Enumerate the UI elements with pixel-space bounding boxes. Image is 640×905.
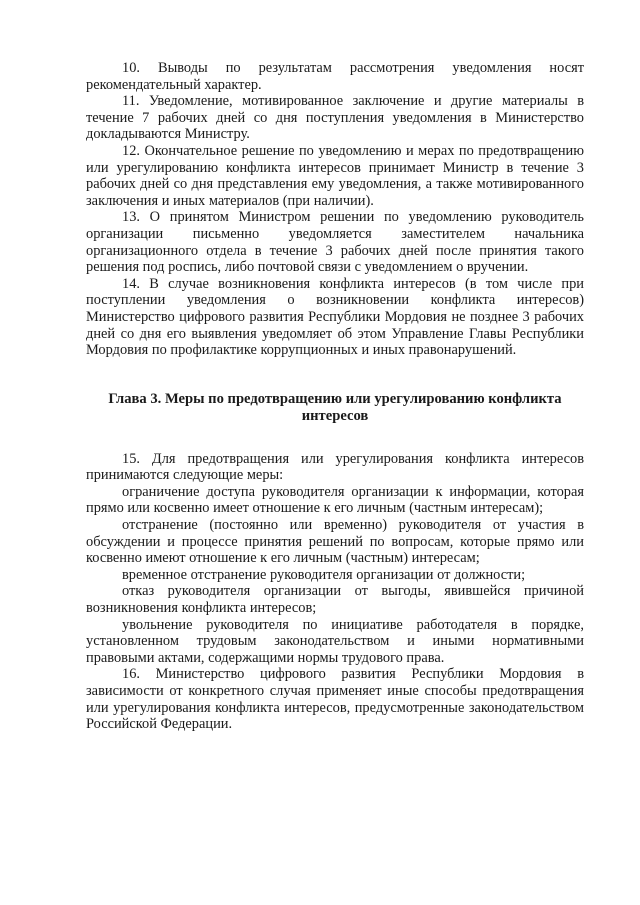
measure-item: увольнение руководителя по инициативе работодателя в порядке, установленном трудовым законодательством и иными нормативными правовыми актами, содержащими нормы трудового права. bbox=[86, 616, 584, 666]
section-top bbox=[86, 60, 584, 359]
chapter-heading: Глава 3. Меры по предотвращению или урегулированию конфликта интересов bbox=[108, 390, 562, 424]
paragraph-15: 15. Для предотвращения или урегулирования конфликта интересов принимаются следующие меры: bbox=[86, 450, 584, 484]
paragraph-14: 14. В случае возникновения конфликта интересов (в том числе при поступлении уведомления о возникновении конфликта интересов) Министерство цифрового развития Республики Мордовия не позднее 3 рабочих дней со дня его выявления уведомляет об этом Управление Главы Республики Мордовия по профилактике коррупционных и иных правонарушений. bbox=[86, 275, 584, 359]
paragraph-12: 12. Окончательное решение по уведомлению и мерах по предотвращению или урегулированию конфликта интересов принимает Министр в течение 3 рабочих дней со дня представления ему уведомления, а также мотивированного заключения и иных материалов (при наличии). bbox=[86, 142, 584, 209]
spacer bbox=[86, 359, 584, 391]
measure-item: ограничение доступа руководителя организации к информации, которая прямо или косвенно имеет отношение к его личным (частным интересам); bbox=[86, 483, 584, 517]
paragraph-11: 11. Уведомление, мотивированное заключение и другие материалы в течение 7 рабочих дней со дня поступления уведомления в Министерство докладываются Министру. bbox=[86, 93, 584, 143]
section-bottom bbox=[86, 451, 584, 733]
measure-item: временное отстранение руководителя организации от должности; bbox=[122, 566, 526, 583]
paragraph-13: 13. О принятом Министром решении по уведомлению руководитель организации письменно уведомляется заместителем начальника организационного отдела в течение 3 рабочих дней после принятия такого решения под роспись, либо почтовой связи с уведомлением о вручении. bbox=[86, 209, 584, 276]
paragraph-10: 10. Выводы по результатам рассмотрения уведомления носят рекомендательный характер. bbox=[86, 60, 584, 93]
measure-item: отказ руководителя организации от выгоды, явившейся причиной возникновения конфликта интересов; bbox=[86, 583, 584, 617]
spacer bbox=[86, 425, 584, 451]
paragraph-16: 16. Министерство цифрового развития Республики Мордовия в зависимости от конкретного случая применяет иные способы предотвращения или урегулирования конфликта интересов, предусмотренные законодательством Российской Федерации. bbox=[86, 666, 584, 733]
measure-item: отстранение (постоянно или временно) руководителя от участия в обсуждении и процессе принятия решений по вопросам, которые прямо или косвенно имеют отношение к его личным (частным) интересам; bbox=[86, 517, 584, 567]
